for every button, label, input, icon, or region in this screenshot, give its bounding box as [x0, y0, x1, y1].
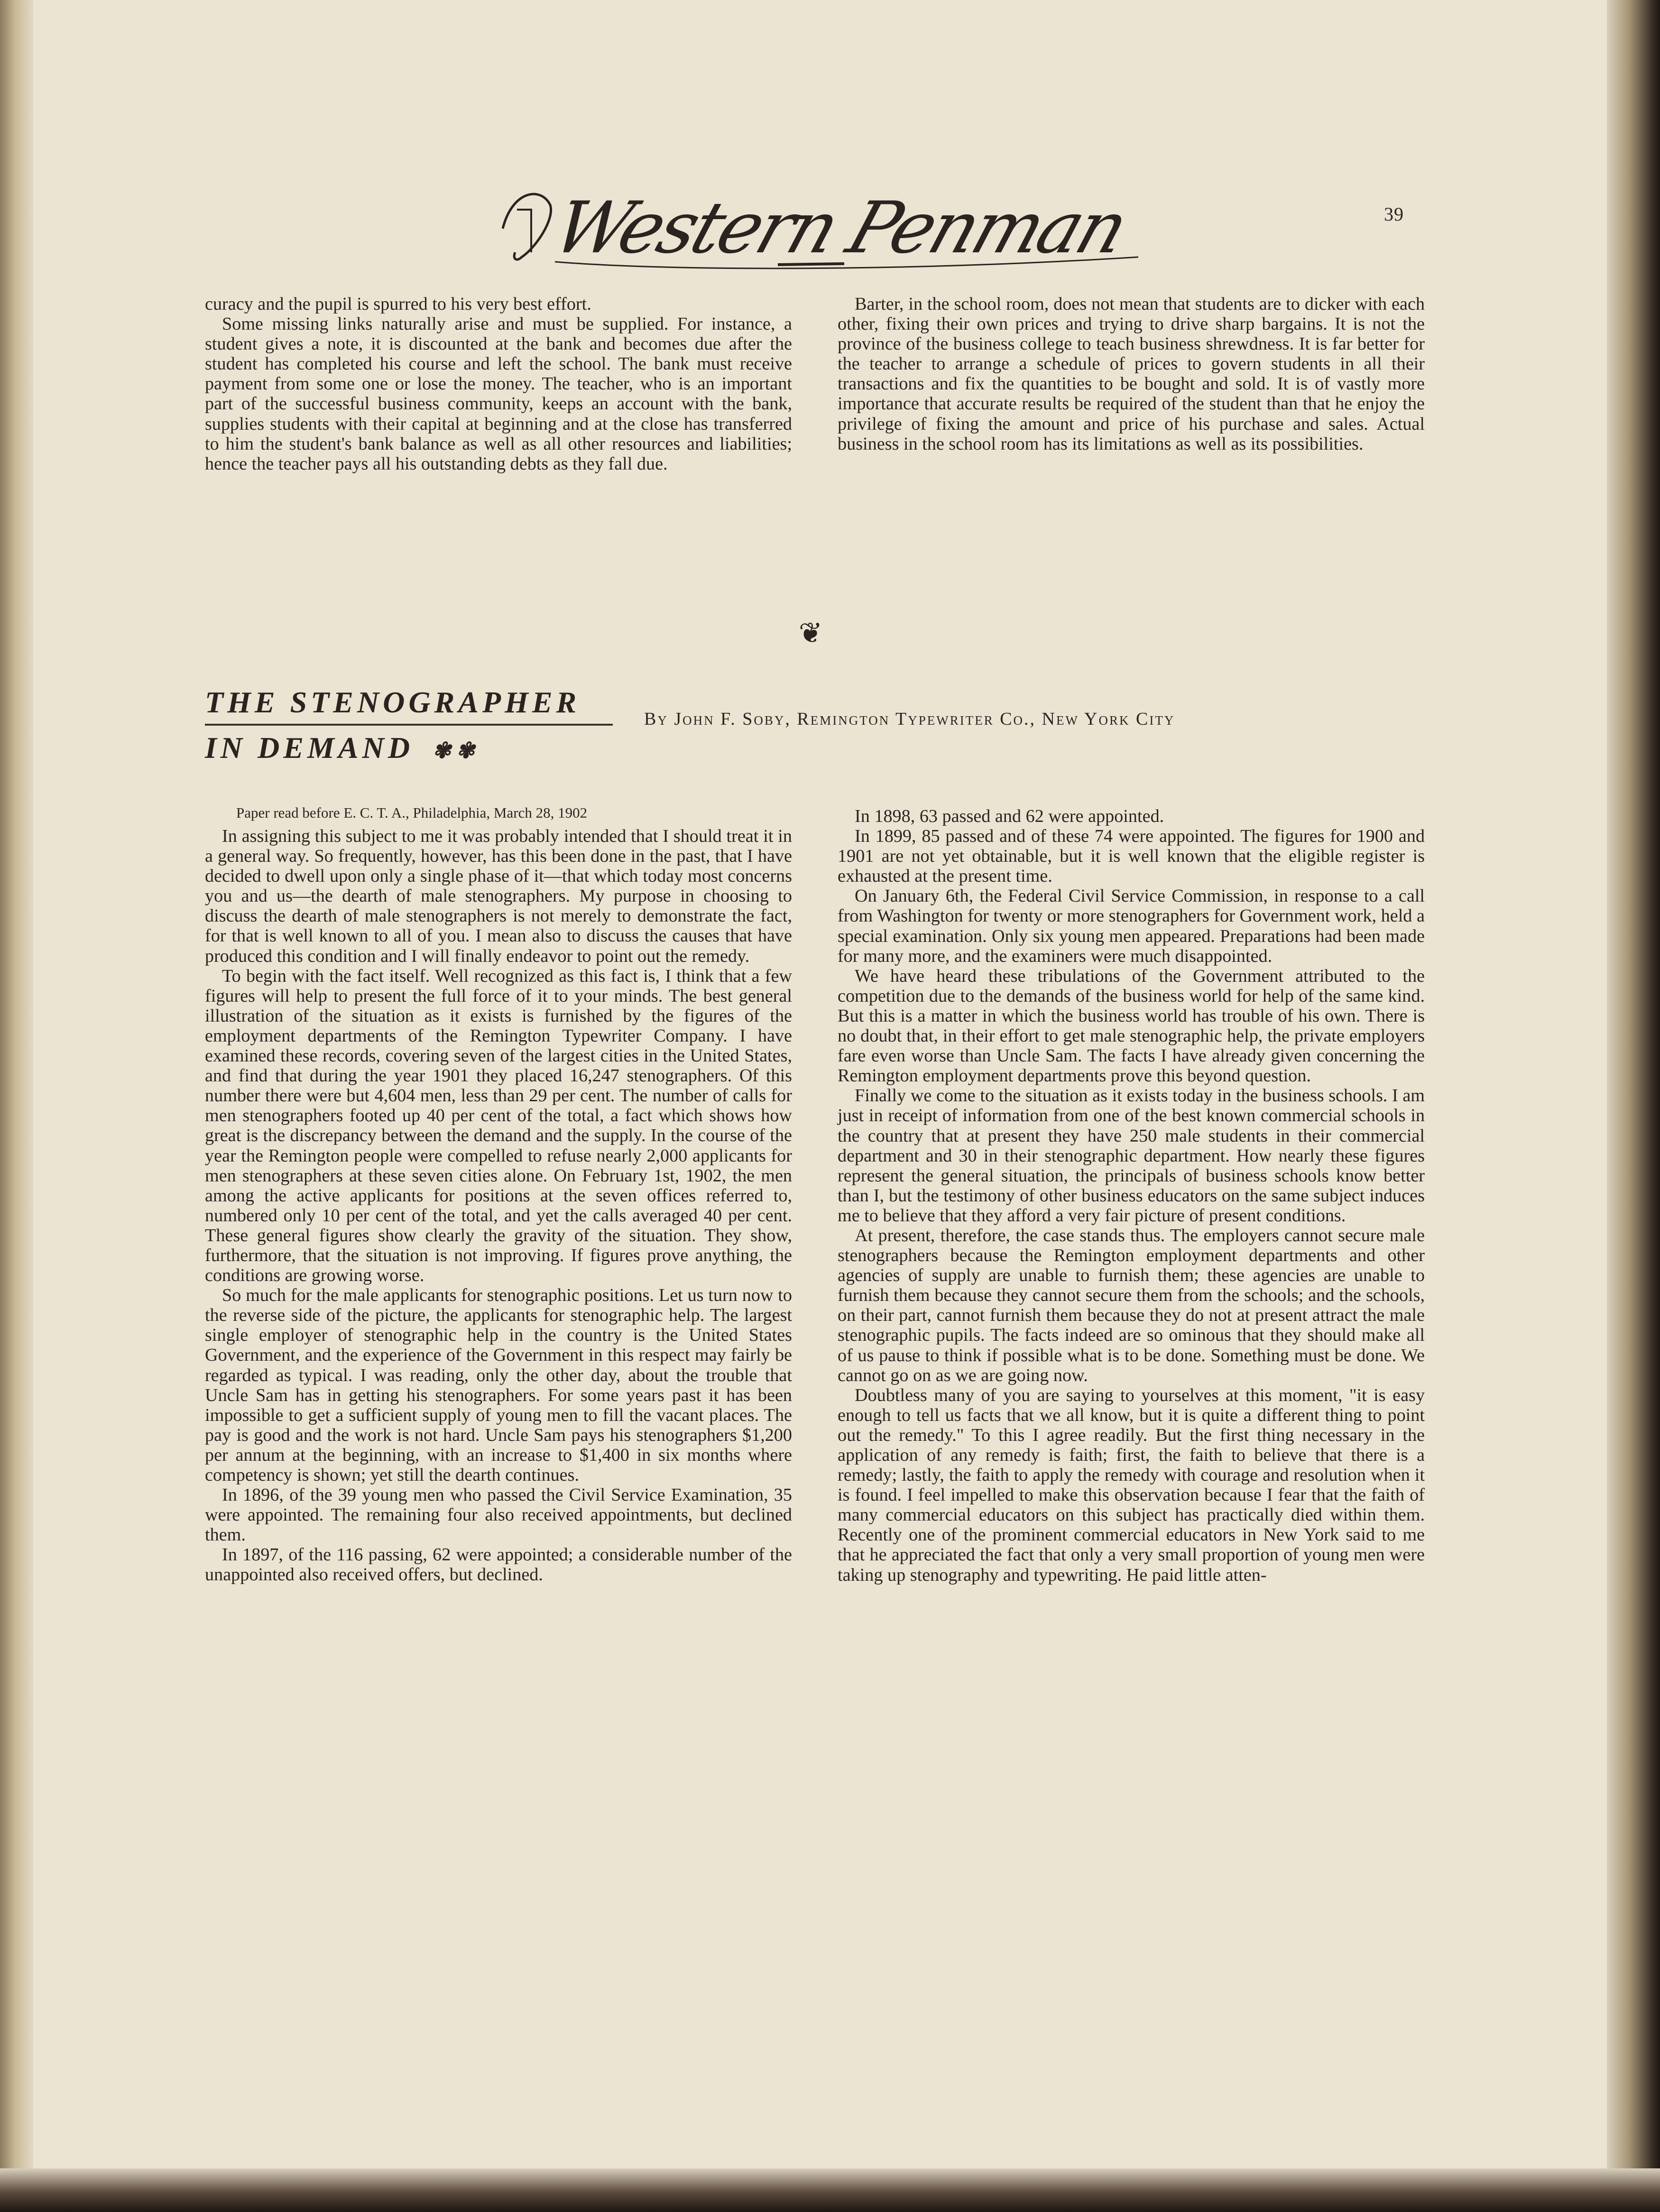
paragraph: In assigning this subject to me it was probably intended that I should treat it in a general way. So frequently, however, has this been done in the past, that I have decided to dwell upon only a single phase of it—that which today most concerns you and us—the dearth of male stenographers. My purpose in choosing to discuss the dearth of male stenographers is not merely to demonstrate the fact, for that is well known to all of you. I mean also to discuss the causes that have produced this condition and I will finally endeavor to point out the remedy. — [205, 826, 792, 966]
title-line-2: IN DEMAND — [205, 731, 414, 765]
paragraph: So much for the male applicants for stenographic positions. Let us turn now to the reverse side of the picture, the applicants for stenographic help. The largest single employer of stenographic help in the country is the United States Government, and the experience of the Government in this respect may fairly be regarded as typical. I was reading, only the other day, about the trouble that Uncle Sam has in getting his stenographers. For some years past it has been impossible to get a sufficient supply of young men to fill the vacant places. The pay is good and the work is not hard. Uncle Sam pays his stenographers $1,200 per annum at the beginning, with an increase to $1,400 in six months where competency is shown; yet still the dearth continues. — [205, 1285, 792, 1485]
svg-text:Western: Western — [544, 186, 847, 270]
article-title — [205, 684, 613, 769]
paragraph: Barter, in the school room, does not mean that students are to dicker with each other, fixing their own prices and trying to drive sharp bargains. It is not the province of the business college to teach business shrewdness. It is far better for the teacher to arrange a schedule of prices to govern students in all their transactions and fix the quantities to be bought and sold. It is of vastly more importance that accurate results be required of the student than that he enjoy the privilege of fixing the amount and price of his purchase and sales. Actual business in the school room has its limitations as well as its possibilities. — [838, 294, 1425, 454]
page-edge-right — [1607, 0, 1660, 2212]
page-number: 39 — [1384, 203, 1404, 225]
paragraph: In 1898, 63 passed and 62 were appointed. — [855, 806, 1164, 826]
paragraph: curacy and the pupil is spurred to his very best effort. — [205, 294, 591, 314]
continued-text-left — [205, 294, 792, 474]
title-line-2-wrap — [205, 729, 613, 769]
article-column-left — [205, 826, 792, 1585]
svg-text:Penman: Penman — [838, 186, 1136, 270]
paragraph: On January 6th, the Federal Civil Service Commission, in response to a call from Washington for twenty or more stenographers for Government work, held a special examination. Only six young men appeared. Preparations had been made for many more, and the examiners were much disappointed. — [838, 886, 1425, 966]
masthead-logo — [484, 176, 1167, 281]
title-line-1: THE STENOGRAPHER — [205, 685, 581, 719]
paragraph: At present, therefore, the case stands thus. The employers cannot secure male stenographers because the Remington employment departments and other agencies of supply are unable to furnish them; these agencies are unable to furnish them because they cannot secure them from the schools; and the schools, on their part, cannot furnish them because they do not at present attract the male stenographic pupils. The facts indeed are so ominous that they should make all of us pause to think if possible what is to be done. Something must be done. We cannot go on as we are going now. — [838, 1225, 1425, 1385]
paper-note: Paper read before E. C. T. A., Philadelphia, March 28, 1902 — [236, 804, 588, 821]
title-ornaments: ✾ ✾ — [433, 738, 475, 763]
fleuron-icon: ❦ — [799, 618, 823, 649]
paragraph: In 1897, of the 116 passing, 62 were appointed; a considerable number of the unappointed also received offers, but declined. — [205, 1545, 792, 1585]
continued-text-right — [838, 294, 1425, 454]
paragraph: Some missing links naturally arise and must be supplied. For instance, a student gives a note, it is discounted at the bank and becomes due after the student has completed his course and left the school. The bank must receive payment from some one or lose the money. The teacher, who is an important part of the successful business community, keeps an account with the bank, supplies students with their capital at beginning and at the close has transferred to him the student's bank balance as well as all other resources and liabilities; hence the teacher pays all his outstanding debts as they fall due. — [205, 314, 792, 474]
paragraph: Finally we come to the situation as it exists today in the business schools. I am just in receipt of information from one of the best known commercial schools in the country that at present they have 250 male students in their commercial department and 30 in their stenographic department. How nearly these figures represent the general situation, the principals of business schools know better than I, but the testimony of other business educators on the same subject induces me to believe that they afford a very fair picture of present conditions. — [838, 1086, 1425, 1226]
paragraph: Doubtless many of you are saying to yourselves at this moment, "it is easy enough to tell us facts that we all know, but it is quite a different thing to point out the remedy." To this I agree readily. But the first thing necessary in the application of any remedy is faith; first, the faith to believe that there is a remedy; lastly, the faith to apply the remedy with courage and resolution when it is found. I feel impelled to make this observation because I fear that the faith of many commercial educators on this subject has practically died within them. Recently one of the prominent commercial educators in New York said to me that he appreciated the fact that only a very small proportion of young men were taking up stenography and typewriting. He paid little atten- — [838, 1385, 1425, 1585]
paragraph: In 1899, 85 passed and of these 74 were appointed. The figures for 1900 and 1901 are not yet obtainable, but it is well known that the eligible register is exhausted at the present time. — [838, 826, 1425, 886]
paragraph: In 1896, of the 39 young men who passed the Civil Service Examination, 35 were appointed. The remaining four also received appointments, but declined them. — [205, 1485, 792, 1545]
page-edge-bottom — [0, 2168, 1660, 2212]
paragraph: We have heard these tribulations of the Government attributed to the competition due to the demands of the business world for help of the same kind. But this is a matter in which the business world has trouble of his own. There is no doubt that, in their effort to get male stenographic help, the private employers fare even worse than Uncle Sam. The facts I have already given concerning the Remington employment departments prove this beyond question. — [838, 966, 1425, 1086]
paragraph: To begin with the fact itself. Well recognized as this fact is, I think that a few figures will help to present the full force of it to your minds. The best general illustration of the situation as it exists is furnished by the figures of the employment departments of the Remington Typewriter Company. I have examined these records, covering seven of the largest cities in the United States, and find that during the year 1901 they placed 16,247 stenographers. Of this number there were but 4,604 men, less than 29 per cent. The number of calls for men stenographers footed up 40 per cent of the total, a fact which shows how great is the discrepancy between the demand and the supply. In the course of the year the Remington people were compelled to refuse nearly 2,000 applicants for men stenographers at these seven cities alone. On February 1st, 1902, the men among the active applicants for positions at the seven offices referred to, numbered only 10 per cent of the total, and yet the calls averaged 40 per cent. These general figures show clearly the gravity of the situation. They show, furthermore, that the situation is not improving. If figures prove anything, the conditions are growing worse. — [205, 966, 792, 1286]
article-column-right — [838, 806, 1425, 1585]
binding-gutter — [0, 0, 33, 2212]
title-rule — [205, 724, 613, 726]
byline: By John F. Soby, Remington Typewriter Co., New York City — [644, 709, 1175, 729]
